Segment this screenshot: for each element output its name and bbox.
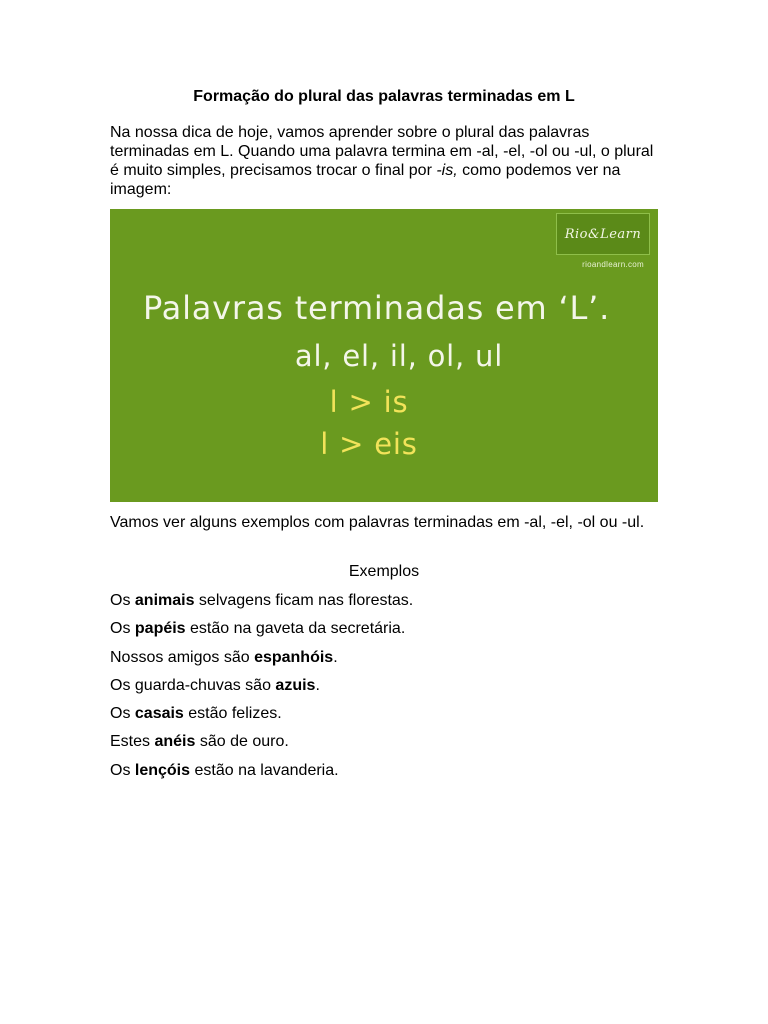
example-sentence: [110, 619, 658, 647]
example-text: Os: [110, 620, 135, 638]
example-plural-word: lençóis: [134, 761, 191, 779]
banner-rule-eis: l > eis: [320, 427, 418, 461]
example-sentence: [110, 648, 658, 676]
example-plural-word: azuis: [275, 676, 316, 694]
example-text: Os: [110, 592, 135, 609]
example-sentence: [110, 591, 658, 619]
example-text: estão na lavanderia.: [190, 761, 339, 779]
after-banner-paragraph: Vamos ver alguns exemplos com palavras terminadas em -al, -el, -ol ou -ul.: [110, 514, 645, 531]
logo-url: rioandlearn.com: [582, 260, 644, 269]
banner-rule-is: l > is: [329, 385, 409, 419]
example-sentence: [110, 732, 658, 760]
examples-heading: Exemplos: [348, 563, 420, 580]
rio-and-learn-logo: [556, 213, 650, 255]
example-text: Os: [110, 761, 135, 779]
example-plural-word: casais: [134, 705, 184, 723]
example-text: Os: [110, 705, 135, 723]
example-sentence: [110, 704, 658, 732]
example-text: estão felizes.: [183, 705, 282, 723]
logo-text: Rio&Learn: [564, 226, 642, 242]
example-sentence: [110, 761, 658, 789]
document-title: Formação do plural das palavras terminadas em L: [193, 88, 575, 105]
example-plural-word: papéis: [134, 620, 186, 638]
example-text: são de ouro.: [195, 733, 289, 751]
example-text: Estes: [110, 733, 155, 751]
example-text: estão na gaveta da secretária.: [185, 620, 406, 638]
example-plural-word: espanhóis: [254, 648, 334, 666]
examples-list: [110, 591, 658, 789]
example-text: Os guarda-chuvas são: [110, 676, 276, 694]
banner-endings: al, el, il, ol, ul: [294, 339, 504, 373]
example-plural-word: anéis: [154, 733, 196, 751]
example-text: Nossos amigos são: [110, 648, 255, 666]
example-text: .: [315, 676, 320, 694]
intro-paragraph: [110, 123, 658, 199]
plural-rule-banner: [110, 209, 658, 502]
intro-italic-ending: -is,: [436, 162, 458, 179]
example-plural-word: animais: [134, 592, 195, 609]
intro-text-end: como podemos ver na imagem:: [110, 162, 621, 198]
example-text: selvagens ficam nas florestas.: [194, 592, 414, 609]
banner-heading: Palavras terminadas em ‘L’.: [143, 289, 611, 327]
example-text: .: [333, 648, 338, 666]
intro-text-start: Na nossa dica de hoje, vamos aprender sobre o plural das palavras terminadas em L. Quando uma palavra termina em -al, -el, -ol ou -ul, o plural é muito simples, precisamos trocar o final por: [110, 124, 654, 179]
example-sentence: [110, 676, 658, 704]
